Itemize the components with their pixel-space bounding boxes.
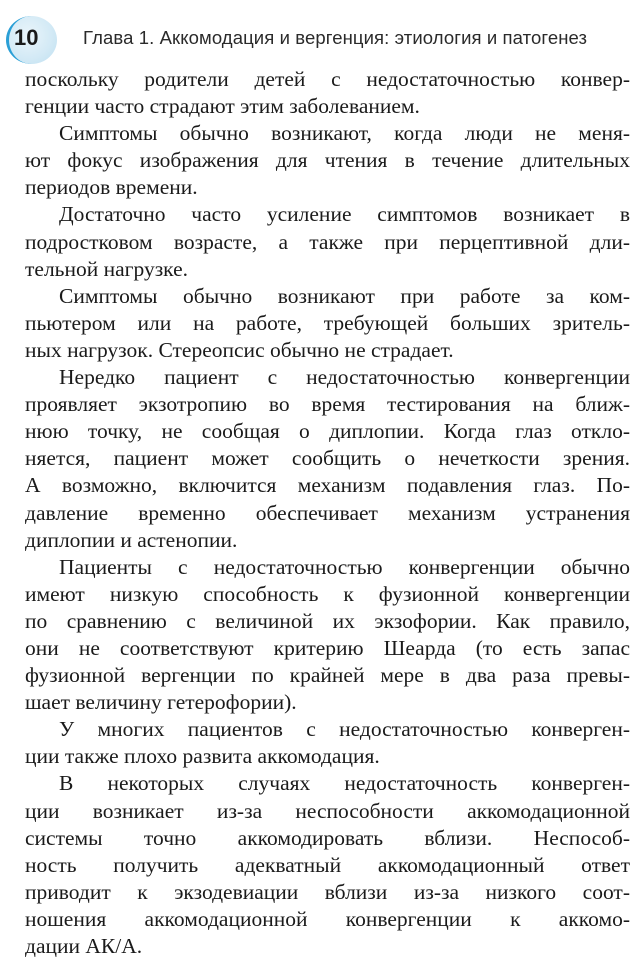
- text-line: приводит к экзодевиации вблизи из-за низкого соот-: [25, 879, 630, 904]
- text-line: системы точно аккомодировать вблизи. Неспособ-: [25, 825, 630, 850]
- text-line: проявляет экзотропию во время тестирования на ближ-: [25, 392, 630, 417]
- paragraph: [25, 120, 630, 201]
- text-line: пьютером или на работе, требующей больших зритель-: [25, 310, 630, 335]
- text-line: А возможно, включится механизм подавления глаз. По-: [25, 473, 630, 498]
- text-line: ность получить адекватный аккомодационный ответ: [25, 852, 630, 877]
- body-text: [25, 66, 630, 960]
- text-line: подростковом возрасте, а также при перцептивной дли-: [25, 229, 630, 254]
- text-line: имеют низкую способность к фузионной конвергенции: [25, 581, 630, 606]
- text-line: ции возникает из-за неспособности аккомодационной: [25, 798, 630, 823]
- text-line: В некоторых случаях недостаточность конверген-: [59, 771, 630, 796]
- paragraph: [25, 283, 630, 364]
- text-line: поскольку родители детей с недостаточностью конвер-: [25, 67, 630, 91]
- text-line: диплопии и астенопии.: [25, 527, 238, 552]
- text-line: дации АК/А.: [25, 934, 143, 958]
- text-line: Достаточно часто усиление симптомов возникает в: [59, 202, 630, 227]
- text-line: ют фокус изображения для чтения в течение длительных: [25, 148, 630, 173]
- text-line: ношения аккомодационной конвергенции к аккомо-: [25, 906, 630, 931]
- running-header: [0, 8, 644, 64]
- text-line: они не соответствуют критерию Шеарда (то есть запас: [25, 635, 630, 660]
- text-line: Пациенты с недостаточностью конвергенции обычно: [59, 554, 630, 579]
- page-number: 10: [14, 25, 39, 50]
- paragraph: [25, 554, 630, 717]
- paragraph: [25, 716, 630, 770]
- text-line: няется, пациент может сообщить о нечеткости зрения.: [25, 446, 630, 471]
- paragraph: [25, 364, 630, 554]
- text-line: ных нагрузок. Стереопсис обычно не страдает.: [25, 337, 454, 362]
- paragraph: [25, 201, 630, 282]
- paragraph: [25, 66, 630, 120]
- text-line: Симптомы обычно возникают, когда люди не меня-: [59, 121, 630, 146]
- text-line: давление временно обеспечивает механизм устранения: [25, 500, 630, 525]
- text-line: У многих пациентов с недостаточностью конверген-: [59, 717, 630, 742]
- text-line: тельной нагрузке.: [25, 256, 189, 281]
- text-line: Нередко пациент с недостаточностью конвергенции: [59, 365, 630, 390]
- text-line: по сравнению с величиной их экзофории. Как правило,: [25, 608, 630, 633]
- text-line: нюю точку, не сообщая о диплопии. Когда глаз откло-: [25, 419, 630, 444]
- text-line: фузионной вергенции по крайней мере в два раза превы-: [25, 663, 630, 688]
- text-line: Симптомы обычно возникают при работе за ком-: [59, 283, 630, 308]
- running-title: Глава 1. Аккомодация и вергенция: этиология и патогенез: [83, 27, 588, 48]
- text-line: периодов времени.: [25, 175, 198, 200]
- text-line: шает величину гетерофории).: [25, 690, 297, 715]
- text-line: генции часто страдают этим заболеванием.: [25, 94, 420, 119]
- text-line: ции также плохо развита аккомодация.: [25, 744, 380, 769]
